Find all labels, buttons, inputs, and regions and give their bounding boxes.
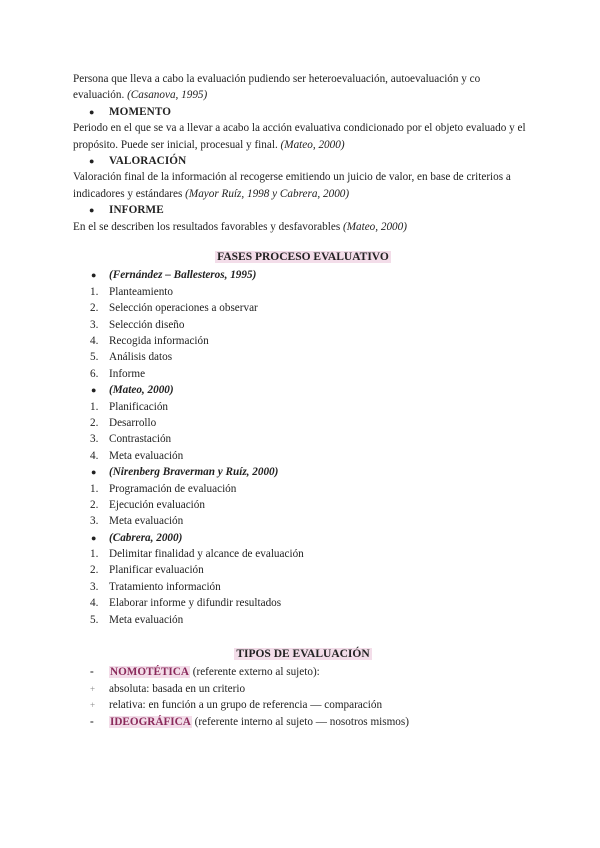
list-item	[73, 448, 533, 464]
valoracion-paragraph	[73, 169, 533, 202]
informe-text: En el se describen los resultados favorables y desfavorables	[73, 220, 341, 233]
list-item	[73, 595, 533, 611]
list-item-text: Recogida información	[109, 334, 209, 347]
momento-heading	[73, 104, 533, 120]
ideografica-row	[73, 714, 533, 730]
momento-label: MOMENTO	[109, 105, 172, 118]
list-item	[73, 481, 533, 497]
list-item-text: Planteamiento	[109, 285, 174, 298]
nomotetica-description: (referente externo al sujeto):	[192, 666, 320, 679]
list-item-text: Tratamiento información	[109, 580, 221, 593]
plus-icon: +	[90, 700, 96, 711]
relativa-text: relativa: en función a un grupo de referencia — comparación	[109, 699, 383, 712]
ideografica-term: IDEOGRÁFICA	[110, 715, 191, 728]
nomotetica-term: NOMOTÉTICA	[110, 666, 189, 679]
fases-author: (Nirenberg Braverman y Ruíz, 2000)	[109, 466, 279, 479]
list-number: 2.	[90, 416, 99, 429]
list-number: 6.	[90, 367, 99, 380]
fases-list	[73, 267, 533, 628]
fases-author-row	[73, 267, 533, 283]
agente-citation: (Casanova, 1995)	[127, 89, 208, 102]
list-item-text: Elaborar informe y difundir resultados	[109, 597, 282, 610]
list-item-text: Meta evaluación	[109, 449, 184, 462]
valoracion-citation: (Mayor Ruíz, 1998 y Cabrera, 2000)	[185, 187, 350, 200]
plus-icon: +	[90, 683, 96, 694]
list-number: 5.	[90, 351, 99, 364]
list-item	[73, 349, 533, 365]
informe-citation: (Mateo, 2000)	[342, 220, 407, 233]
list-number: 1.	[90, 400, 99, 413]
absoluta-text: absoluta: basada en un criterio	[109, 682, 246, 695]
fases-title-text: FASES PROCESO EVALUATIVO	[217, 251, 389, 264]
nomotetica-row	[73, 664, 533, 680]
fases-author-row	[73, 382, 533, 398]
list-number: 1.	[90, 482, 99, 495]
fases-author-row	[73, 464, 533, 480]
list-item-text: Selección operaciones a observar	[109, 302, 258, 315]
list-number: 4.	[90, 449, 99, 462]
list-item	[73, 333, 533, 349]
fases-author-row	[73, 530, 533, 546]
list-number: 3.	[90, 580, 99, 593]
list-item	[73, 546, 533, 562]
ideografica-description: (referente interno al sujeto — nosotros mismos)	[194, 715, 409, 728]
list-number: 1.	[90, 548, 99, 561]
list-item	[73, 497, 533, 513]
document-page	[73, 71, 533, 730]
fases-author: (Cabrera, 2000)	[109, 531, 183, 544]
list-item-text: Ejecución evaluación	[109, 498, 205, 511]
list-item	[73, 579, 533, 595]
list-number: 5.	[90, 613, 99, 626]
fases-author: (Mateo, 2000)	[109, 384, 174, 397]
list-item	[73, 562, 533, 578]
list-item-text: Selección diseño	[109, 318, 185, 331]
list-item-text: Informe	[109, 367, 146, 380]
list-item	[73, 431, 533, 447]
valoracion-label: VALORACIÓN	[109, 155, 187, 168]
list-item	[73, 513, 533, 529]
informe-paragraph	[73, 219, 533, 235]
bullet-icon: ●	[91, 467, 97, 478]
bullet-icon: ●	[91, 532, 97, 543]
list-number: 2.	[90, 564, 99, 577]
bullet-icon: ●	[89, 205, 95, 216]
list-item	[73, 612, 533, 628]
momento-paragraph	[73, 120, 533, 153]
tipos-section-title	[73, 646, 533, 662]
list-number: 3.	[90, 433, 99, 446]
list-number: 4.	[90, 334, 99, 347]
list-item-text: Meta evaluación	[109, 613, 184, 626]
agente-paragraph	[73, 71, 533, 104]
absoluta-row	[73, 681, 533, 697]
list-number: 2.	[90, 302, 99, 315]
list-item-text: Planificar evaluación	[109, 564, 204, 577]
tipos-title-text: TIPOS DE EVALUACIÓN	[236, 648, 370, 661]
list-number: 1.	[90, 285, 99, 298]
informe-heading	[73, 202, 533, 218]
valoracion-heading	[73, 153, 533, 169]
fases-author: (Fernández – Ballesteros, 1995)	[109, 269, 257, 282]
list-item	[73, 399, 533, 415]
informe-label: INFORME	[109, 204, 164, 217]
valoracion-text: Valoración final de la información al recogerse emitiendo un juicio de valor, en base de criterios a indicadores y estándares	[73, 171, 511, 200]
bullet-icon: ●	[91, 385, 97, 396]
list-item-text: Meta evaluación	[109, 515, 184, 528]
agente-text: Persona que lleva a cabo la evaluación pudiendo ser heteroevaluación, autoevaluación y co evaluación.	[73, 73, 481, 102]
relativa-row	[73, 697, 533, 713]
list-item-text: Contrastación	[109, 433, 172, 446]
list-item	[73, 366, 533, 382]
list-number: 3.	[90, 515, 99, 528]
bullet-icon: ●	[89, 106, 95, 117]
list-item	[73, 317, 533, 333]
fases-section-title	[73, 249, 533, 265]
list-item-text: Análisis datos	[109, 351, 173, 364]
list-item-text: Programación de evaluación	[109, 482, 237, 495]
dash-icon: -	[90, 715, 94, 728]
list-number: 2.	[90, 498, 99, 511]
momento-citation: (Mateo, 2000)	[280, 138, 345, 151]
list-item-text: Planificación	[109, 400, 169, 413]
list-item	[73, 300, 533, 316]
momento-text: Periodo en el que se va a llevar a acabo la acción evaluativa condicionado por el objeto evaluado y el propósito. Puede ser inicial, procesual y final.	[73, 122, 526, 151]
bullet-icon: ●	[89, 156, 95, 167]
list-item-text: Desarrollo	[109, 416, 157, 429]
list-item	[73, 415, 533, 431]
list-number: 3.	[90, 318, 99, 331]
bullet-icon: ●	[91, 270, 97, 281]
dash-icon: -	[90, 666, 94, 679]
list-item	[73, 284, 533, 300]
list-item-text: Delimitar finalidad y alcance de evaluación	[109, 548, 304, 561]
list-number: 4.	[90, 597, 99, 610]
